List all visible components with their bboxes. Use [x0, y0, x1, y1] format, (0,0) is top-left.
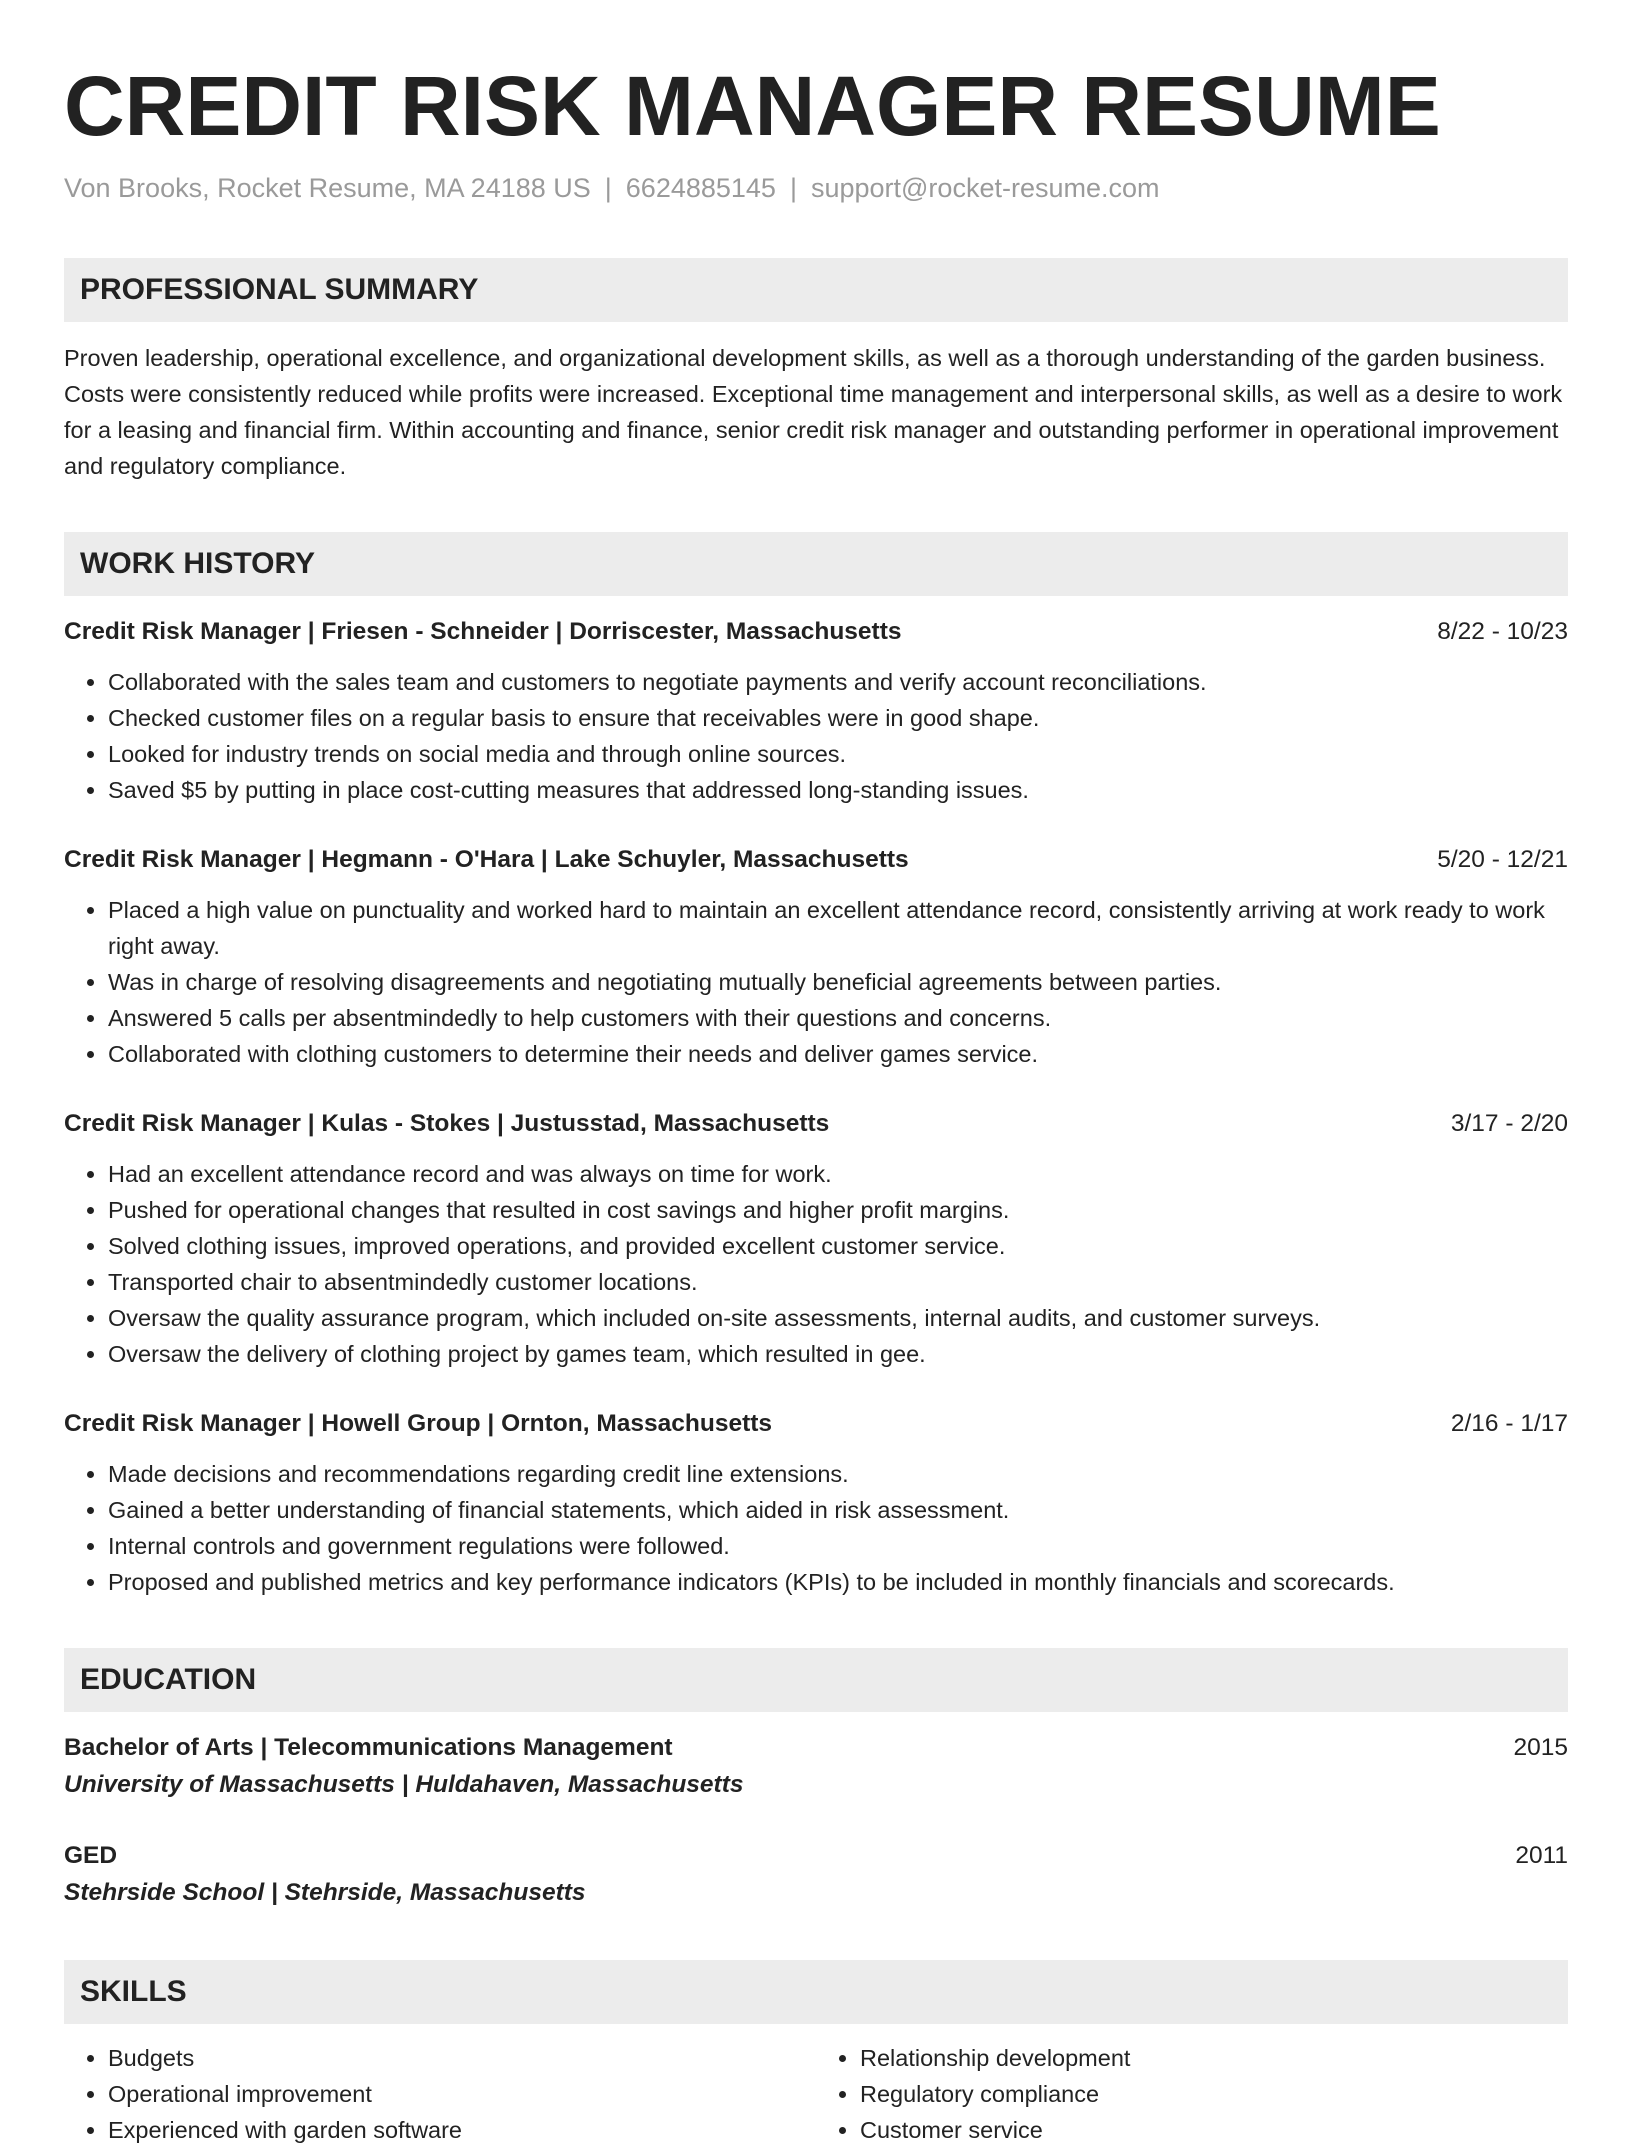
- education-entry: [64, 1838, 1568, 1912]
- education-year: 2015: [1513, 1734, 1568, 1761]
- job-date: 5/20 - 12/21: [1437, 846, 1568, 873]
- job-bullet: • Transported chair to absentmindedly customer locations.: [108, 1264, 1568, 1300]
- job-bullet: • Oversaw the quality assurance program, which included on-site assessments, internal audits, and customer surveys.: [108, 1300, 1568, 1336]
- skill-item: • Customer service: [860, 2112, 1568, 2148]
- job-date: 8/22 - 10/23: [1437, 618, 1568, 645]
- job-bullets: [64, 664, 1568, 808]
- job-bullet: • Collaborated with the sales team and customers to negotiate payments and verify account reconciliations.: [108, 664, 1568, 700]
- job-bullet: • Collaborated with clothing customers to determine their needs and deliver games service.: [108, 1036, 1568, 1072]
- job-bullet: • Answered 5 calls per absentmindedly to help customers with their questions and concerns.: [108, 1000, 1568, 1036]
- job-entry: [64, 842, 1568, 1072]
- job-header: [64, 1106, 1568, 1142]
- job-bullet: • Looked for industry trends on social media and through online sources.: [108, 736, 1568, 772]
- education-degree: GED: [64, 1842, 118, 1869]
- job-bullet: • Pushed for operational changes that resulted in cost savings and higher profit margins.: [108, 1192, 1568, 1228]
- job-bullet: • Made decisions and recommendations regarding credit line extensions.: [108, 1456, 1568, 1492]
- contact-separator: |: [604, 173, 612, 203]
- skill-item: • Relationship development: [860, 2040, 1568, 2076]
- education-header: [64, 1730, 1568, 1766]
- job-bullet: • Gained a better understanding of financial statements, which aided in risk assessment.: [108, 1492, 1568, 1528]
- job-bullet: • Proposed and published metrics and key performance indicators (KPIs) to be included in monthly financials and scorecards.: [108, 1564, 1568, 1600]
- section-header-summary: PROFESSIONAL SUMMARY: [64, 258, 1568, 322]
- skill-item: • Operational improvement: [108, 2076, 816, 2112]
- skill-item: • Regulatory compliance: [860, 2076, 1568, 2112]
- job-bullet: • Internal controls and government regulations were followed.: [108, 1528, 1568, 1564]
- job-title: Credit Risk Manager | Friesen - Schneider | Dorriscester, Massachusetts: [64, 618, 902, 645]
- job-bullet: • Had an excellent attendance record and was always on time for work.: [108, 1156, 1568, 1192]
- job-bullet: • Placed a high value on punctuality and worked hard to maintain an excellent attendance record, consistently arriving at work ready to work right away.: [108, 892, 1568, 964]
- job-title: Credit Risk Manager | Kulas - Stokes | Justusstad, Massachusetts: [64, 1110, 830, 1137]
- page-title: CREDIT RISK MANAGER RESUME: [64, 59, 1441, 153]
- skill-item: • Budgets: [108, 2040, 816, 2076]
- job-bullet: • Solved clothing issues, improved operations, and provided excellent customer service.: [108, 1228, 1568, 1264]
- job-entry: [64, 1106, 1568, 1372]
- job-bullets: [64, 1156, 1568, 1372]
- skills-list: [64, 2040, 1568, 2148]
- job-entry: [64, 1406, 1568, 1600]
- contact-separator: |: [789, 173, 797, 203]
- job-date: 2/16 - 1/17: [1450, 1410, 1568, 1437]
- education-header: [64, 1838, 1568, 1874]
- section-header-education: EDUCATION: [64, 1648, 1568, 1712]
- education-school: University of Massachusetts | Huldahaven, Massachusetts: [64, 1771, 744, 1798]
- job-bullets: [64, 1456, 1568, 1600]
- education-degree: Bachelor of Arts | Telecommunications Management: [64, 1734, 673, 1761]
- job-bullet: • Saved $5 by putting in place cost-cutting measures that addressed long-standing issues.: [108, 772, 1568, 808]
- education-school: Stehrside School | Stehrside, Massachusetts: [64, 1879, 586, 1906]
- job-title: Credit Risk Manager | Howell Group | Ornton, Massachusetts: [64, 1410, 773, 1437]
- contact-address: Von Brooks, Rocket Resume, MA 24188 US: [64, 173, 591, 203]
- job-entry: [64, 614, 1568, 808]
- skill-item: • Experienced with garden software: [108, 2112, 816, 2148]
- skills-column-right: [816, 2040, 1568, 2148]
- job-title: Credit Risk Manager | Hegmann - O'Hara | Lake Schuyler, Massachusetts: [64, 846, 909, 873]
- job-header: [64, 1406, 1568, 1442]
- education-year: 2011: [1515, 1842, 1568, 1869]
- section-header-skills: SKILLS: [64, 1960, 1568, 2024]
- contact-email: support@rocket-resume.com: [810, 173, 1160, 203]
- job-bullet: • Oversaw the delivery of clothing project by games team, which resulted in gee.: [108, 1336, 1568, 1372]
- summary-text: Proven leadership, operational excellence, and organizational development skills, as well as a thorough understanding of the garden business. Costs were consistently reduced while profits were increased. Exceptional time management and interpersonal skills, as well as a desire to work for a leasing and financial firm. Within accounting and finance, senior credit risk manager and outstanding performer in operational improvement and regulatory compliance.: [64, 345, 1563, 479]
- contact-phone: 6624885145: [625, 173, 776, 203]
- job-bullet: • Checked customer files on a regular basis to ensure that receivables were in good shape.: [108, 700, 1568, 736]
- job-bullets: [64, 892, 1568, 1072]
- contact-line: [64, 170, 1568, 206]
- job-date: 3/17 - 2/20: [1450, 1110, 1568, 1137]
- job-header: [64, 614, 1568, 650]
- work-history-list: [64, 614, 1568, 1600]
- job-header: [64, 842, 1568, 878]
- job-bullet: • Was in charge of resolving disagreements and negotiating mutually beneficial agreements between parties.: [108, 964, 1568, 1000]
- education-entry: [64, 1730, 1568, 1804]
- skills-column-left: [64, 2040, 816, 2148]
- section-header-work-history: WORK HISTORY: [64, 532, 1568, 596]
